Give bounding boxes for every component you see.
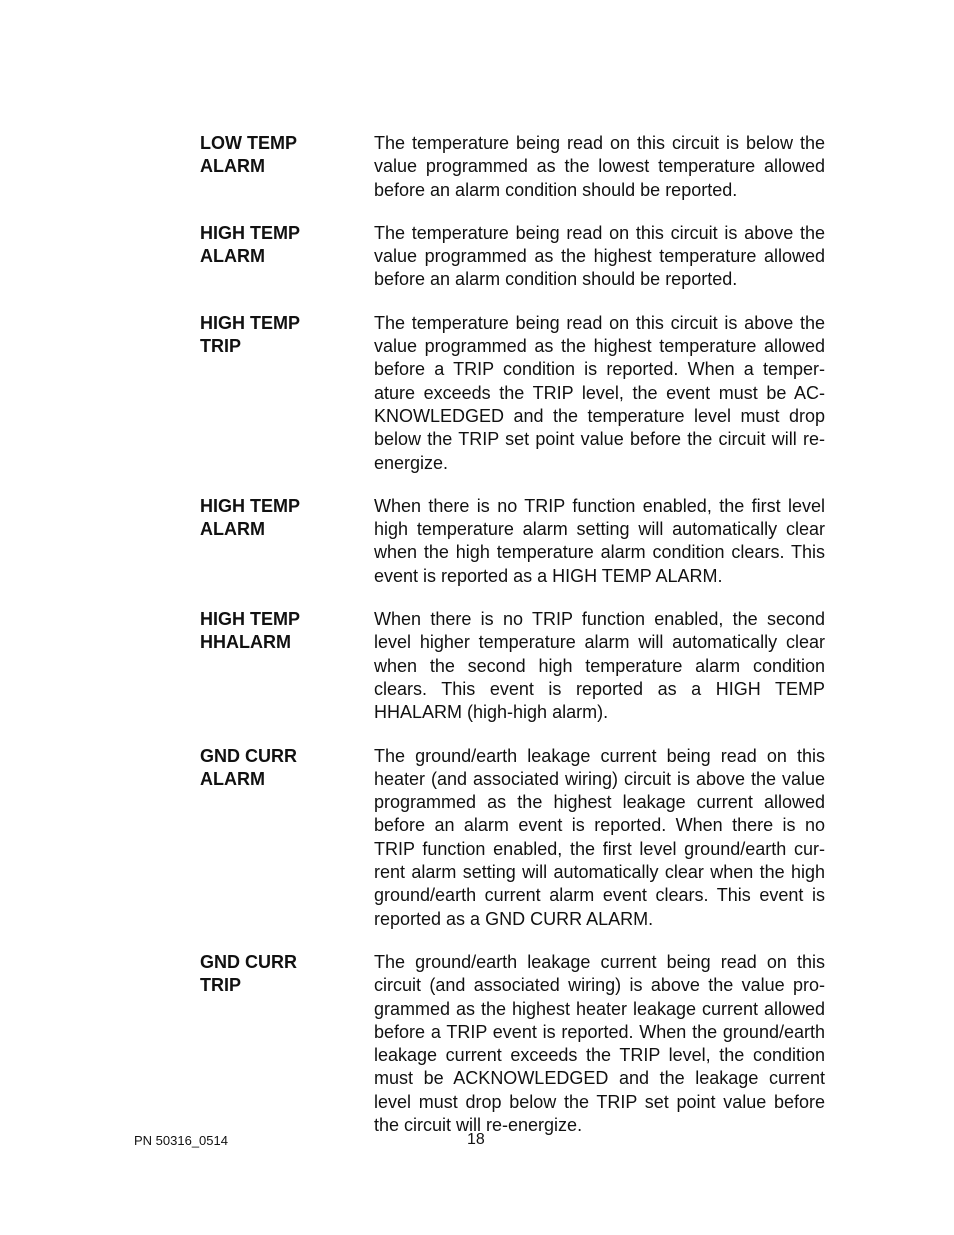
term-line: ALARM [200,768,265,789]
entry-high-temp-alarm-no-trip [200,495,825,588]
definition-list [200,132,825,1157]
entry-low-temp-alarm [200,132,825,202]
term-line: ALARM [200,156,265,177]
entry-term [200,222,374,292]
entry-definition: The temperature being read on this circuit is below the value programmed as the lowest temperature allowed before an alarm condition should be reported. [374,133,825,200]
entry-gnd-curr-trip [200,951,825,1137]
entry-term [200,745,374,931]
term-line: HIGH TEMP [200,609,301,630]
entry-definition: The ground/earth leakage current being read on this heater (and associated wiring) circuit is above the value programmed as the highest leakage current allowed before an alarm event is reported. When there is no TRIP function enabled, the first level ground/earth current alarm setting will automatically clear when the high ground/earth current alarm event clears. This event is reported as a GND CURR ALARM. [374,745,825,929]
entry-gnd-curr-alarm [200,745,825,931]
footer-part-number: PN 50316_0514 [134,1133,228,1148]
entry-high-temp-alarm [200,222,825,292]
term-line: TRIP [200,336,242,357]
footer-page-number: 18 [467,1131,485,1148]
term-line: LOW TEMP [200,133,297,153]
entry-definition: The temperature being read on this circuit is above the value programmed as the highest temperature allowed before an alarm condition should be reported. [374,222,825,290]
term-line: HIGH TEMP [200,312,301,333]
term-line: HIGH TEMP [200,495,301,516]
entry-definition: The temperature being read on this circuit is above the value programmed as the highest temperature allowed before a TRIP condition is reported. When a temperature exceeds the TRIP level, the event must be ACKNOWLEDGED and the temperature level must drop below the TRIP set point value before the circuit will re-energize. [374,312,825,473]
entry-definition: When there is no TRIP function enabled, the second level higher temperature alarm will automatically clear when the second high temperature alarm condition clears. This event is reported as a HIGH TEMP HHALARM (high-high alarm). [374,609,825,723]
term-line: GND CURR [200,745,297,766]
entry-term [200,312,374,475]
term-line: HHALARM [200,632,291,653]
entry-high-temp-trip [200,312,825,475]
entry-definition: When there is no TRIP function enabled, the first level high temperature alarm setting will automatically clear when the high temperature alarm condition clears. This event is reported as a HIGH TEMP ALARM. [374,495,825,586]
term-line: TRIP [200,975,242,996]
term-line: ALARM [200,246,265,267]
entry-term [200,608,374,724]
term-line: GND CURR [200,951,297,972]
entry-definition: The ground/earth leakage current being read on this circuit (and associated wiring) is above the value programmed as the highest heater leakage current allowed before a TRIP event is reported. When the ground/earth leakage current exceeds the TRIP level, the condition must be ACKNOWLEDGED and the leakage current level must drop below the TRIP set point value before the circuit will re-energize. [374,951,825,1135]
entry-term [200,951,374,1137]
term-line: ALARM [200,519,265,540]
term-line: HIGH TEMP [200,222,301,243]
entry-term [200,495,374,588]
entry-high-temp-hhalarm [200,608,825,724]
entry-term [200,132,374,202]
